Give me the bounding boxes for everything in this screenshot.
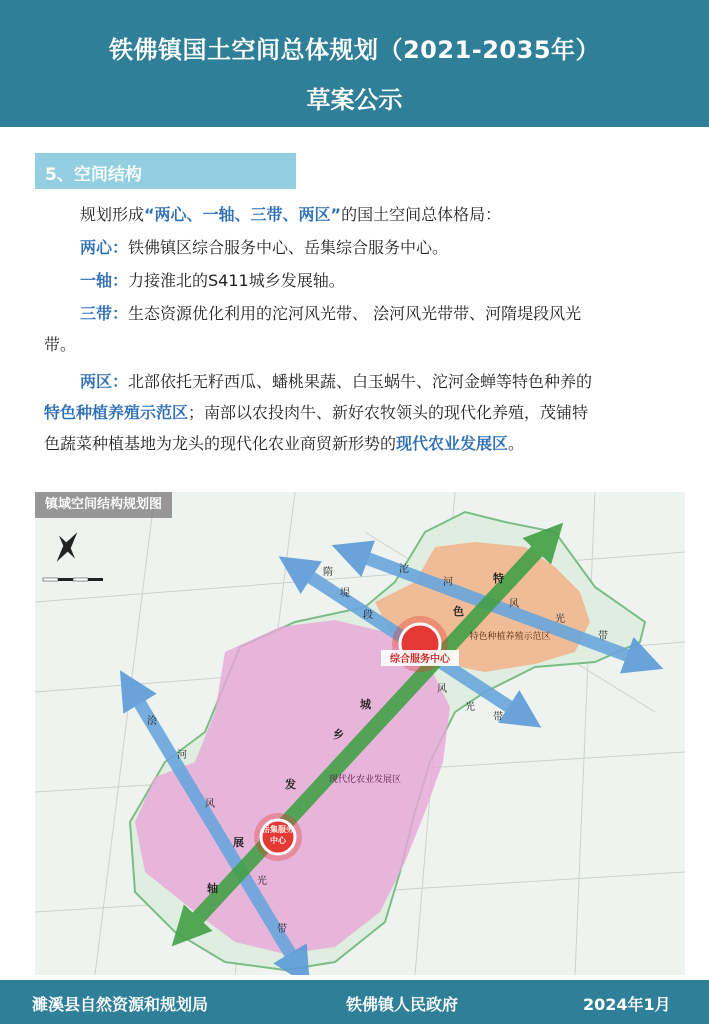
two-zones-label: 两区： bbox=[80, 372, 129, 391]
band-char: 风 bbox=[509, 599, 519, 610]
intro-text: 规划形成 bbox=[80, 205, 145, 224]
band-char: 带 bbox=[277, 924, 287, 935]
two-centers-label: 两心： bbox=[80, 238, 129, 257]
band-char: 风 bbox=[205, 799, 215, 810]
axis-char: 展 bbox=[233, 836, 244, 849]
page-title: 铁佛镇国土空间总体规划（2021-2035年） bbox=[108, 36, 601, 64]
center-sub-label-1: 岳集服务 bbox=[262, 825, 294, 834]
footer-middle: 铁佛镇人民政府 bbox=[346, 995, 459, 1014]
paragraph-one-axis bbox=[44, 265, 676, 296]
map-canvas bbox=[35, 492, 685, 975]
zone-north-highlight: 特色种植养殖示范区 bbox=[44, 403, 189, 422]
compass-icon bbox=[53, 530, 80, 564]
intro-text-end: 的国土空间总体格局： bbox=[341, 205, 502, 224]
band-char: 光 bbox=[555, 614, 565, 625]
axis-char: 特 bbox=[493, 572, 504, 585]
section-heading-label: 5、空间结构 bbox=[45, 165, 142, 185]
two-zones-text-2: ；南部以农投肉牛、新好农牧领头的现代化养殖，茂铺特 bbox=[188, 403, 589, 422]
intro-highlight: 两心、一轴、三带、两区 bbox=[154, 205, 331, 224]
footer-banner bbox=[0, 980, 709, 1024]
band-char: 段 bbox=[363, 610, 373, 621]
zone-south-label: 现代化农业发展区 bbox=[328, 775, 402, 785]
paragraph-three-bands bbox=[44, 298, 676, 360]
zone-south-highlight: 现代农业发展区 bbox=[396, 434, 509, 453]
one-axis-label: 一轴： bbox=[80, 271, 129, 290]
axis-char: 城 bbox=[360, 698, 371, 711]
band-char: 河 bbox=[177, 750, 187, 761]
two-zones-text-3: 色蔬菜种植基地为龙头的现代化农业商贸新形势的 bbox=[44, 434, 397, 453]
band-char: 带 bbox=[493, 712, 503, 723]
paragraph-two-centers bbox=[44, 232, 676, 263]
axis-char: 发 bbox=[285, 778, 296, 791]
footer-date: 2024年1月 bbox=[583, 995, 671, 1014]
structure-map bbox=[35, 492, 685, 975]
header-banner bbox=[0, 0, 709, 127]
page-subtitle: 草案公示 bbox=[306, 86, 403, 114]
two-centers-text: 铁佛镇区综合服务中心、岳集综合服务中心。 bbox=[128, 238, 449, 257]
band-char: 带 bbox=[598, 631, 608, 642]
two-zones-text: 北部依托无籽西瓜、蟠桃果蔬、白玉蜗牛、沱河金蝉等特色种养的 bbox=[128, 372, 593, 391]
footer-left: 濉溪县自然资源和规划局 bbox=[32, 995, 209, 1014]
band-char: 光 bbox=[465, 702, 475, 713]
band-char: 浍 bbox=[147, 716, 157, 727]
quote-close: ” bbox=[330, 205, 342, 224]
paragraph-intro bbox=[44, 199, 676, 230]
paragraph-two-zones bbox=[44, 366, 676, 459]
center-sub-label-2: 中心 bbox=[270, 836, 286, 845]
three-bands-label: 三带： bbox=[80, 304, 129, 323]
zone-north-label: 特色种植养殖示范区 bbox=[469, 632, 551, 642]
map-title: 镇域空间结构规划图 bbox=[35, 492, 172, 518]
band-char: 风 bbox=[437, 684, 447, 695]
scale-bar-icon bbox=[43, 578, 103, 581]
section-heading bbox=[35, 153, 296, 189]
band-char: 堤 bbox=[340, 588, 350, 599]
quote-open: “ bbox=[144, 205, 155, 224]
center-main-label: 综合服务中心 bbox=[390, 654, 450, 665]
two-zones-text-end: 。 bbox=[508, 434, 525, 453]
three-bands-text: 生态资源优化利用的沱河风光带、 浍河风光带带、河隋堤段风光 bbox=[128, 304, 582, 323]
three-bands-text-end: 带。 bbox=[44, 335, 77, 354]
axis-char: 色 bbox=[453, 605, 464, 618]
one-axis-text: 力接淮北的S411城乡发展轴。 bbox=[128, 271, 345, 290]
band-char: 光 bbox=[257, 876, 267, 887]
axis-char: 轴 bbox=[207, 882, 218, 895]
band-char: 河 bbox=[443, 577, 453, 588]
band-char: 沱 bbox=[399, 564, 409, 575]
axis-char: 乡 bbox=[333, 728, 344, 741]
band-char: 隋 bbox=[323, 567, 333, 578]
